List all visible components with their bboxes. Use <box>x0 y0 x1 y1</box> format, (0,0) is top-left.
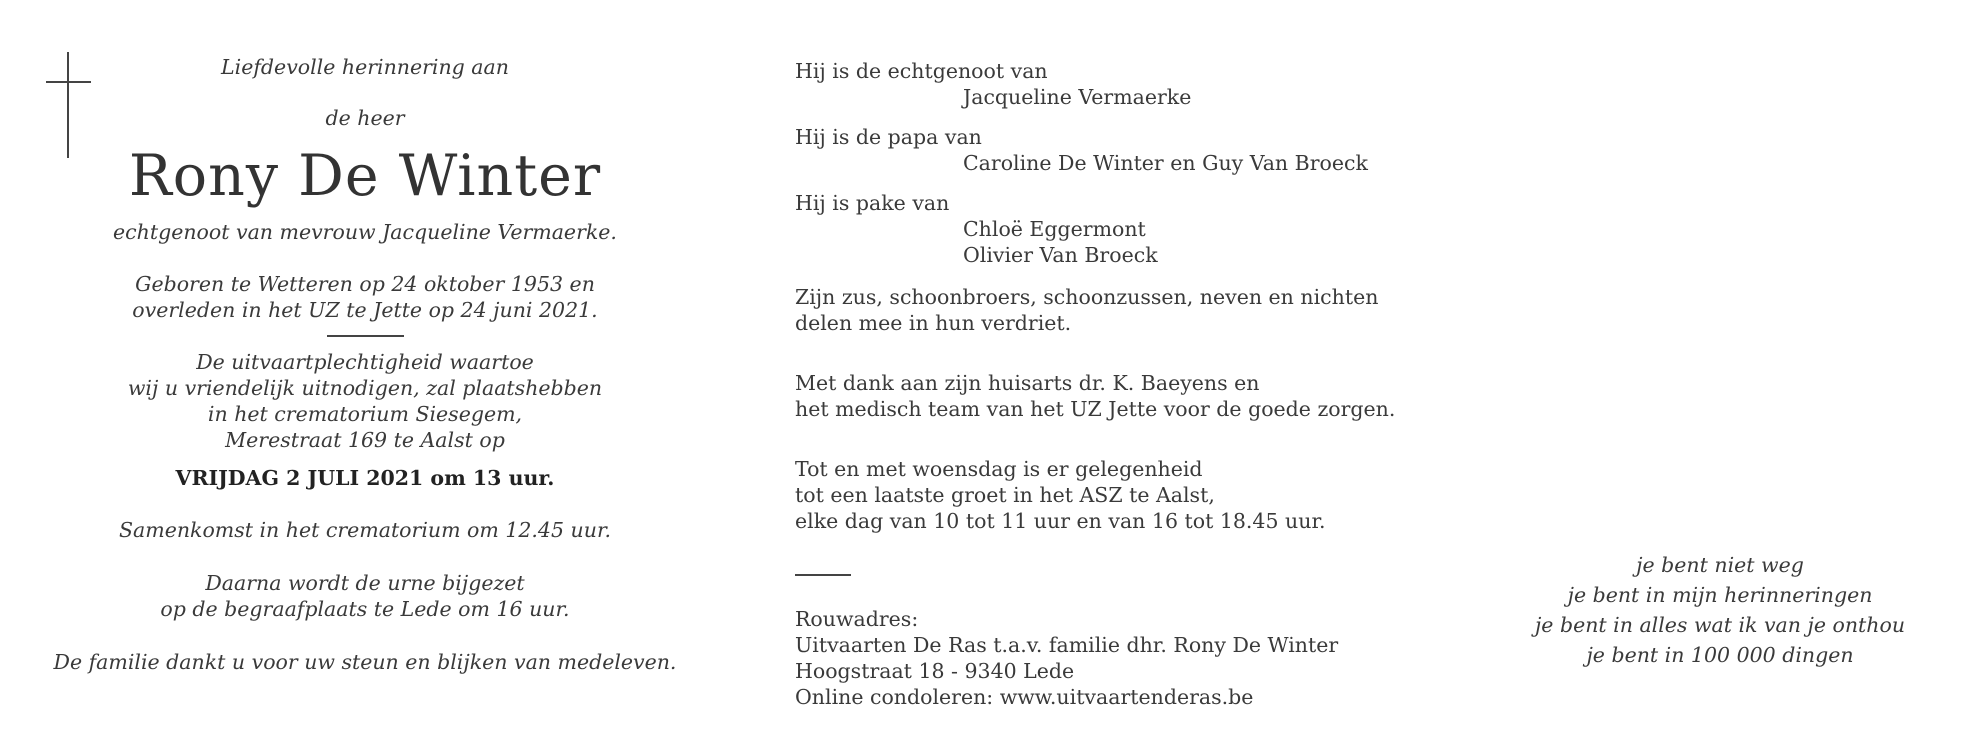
poem-line-4: je bent in 100 000 dingen <box>1586 643 1854 667</box>
urn-line-1: Daarna wordt de urne bijgezet <box>205 571 525 595</box>
honorific: de heer <box>325 106 405 130</box>
address-line-1: Uitvaarten De Ras t.a.v. familie dhr. Rony De Winter <box>795 633 1339 657</box>
poem-line-3: je bent in alles wat ik van je onthou <box>1534 613 1906 637</box>
poem-line-2: je bent in mijn herinneringen <box>1567 583 1873 607</box>
children-names: Caroline De Winter en Guy Van Broeck <box>963 151 1368 175</box>
spouse-line: echtgenoot van mevrouw Jacqueline Vermaerke. <box>113 220 617 244</box>
family-column <box>795 58 1515 710</box>
gathering-line: Samenkomst in het crematorium om 12.45 uur. <box>118 518 612 542</box>
poem <box>1510 550 1930 670</box>
separator-line <box>327 335 404 337</box>
grandchild-1: Chloë Eggermont <box>963 217 1146 241</box>
funeral-line-1: De uitvaartplechtigheid waartoe <box>196 350 534 374</box>
condolence-line: Online condoleren: www.uitvaartenderas.be <box>795 685 1254 709</box>
doctor-thanks-line-1: Met dank aan zijn huisarts dr. K. Baeyens en <box>795 371 1260 395</box>
visit-line-3: elke dag van 10 tot 11 uur en van 16 tot 18.45 uur. <box>795 509 1326 533</box>
funeral-line-2: wij u vriendelijk uitnodigen, zal plaatshebben <box>127 376 603 400</box>
address-label: Rouwadres: <box>795 607 919 631</box>
address-line-2: Hoogstraat 18 - 9340 Lede <box>795 659 1075 683</box>
family-line-1: Zijn zus, schoonbroers, schoonzussen, neven en nichten <box>795 285 1379 309</box>
urn-line-2: op de begraafplaats te Lede om 16 uur. <box>160 597 570 621</box>
visit-line-2: tot een laatste groet in het ASZ te Aalst, <box>795 483 1215 507</box>
funeral-line-4: Merestraat 169 te Aalst op <box>225 428 505 452</box>
funeral-date: VRIJDAG 2 JULI 2021 om 13 uur. <box>175 466 555 490</box>
poem-line-1: je bent niet weg <box>1636 553 1804 577</box>
funeral-line-3: in het crematorium Siesegem, <box>207 402 523 426</box>
grandfather-label: Hij is pake van <box>795 191 950 215</box>
born-line-1: Geboren te Wetteren op 24 oktober 1953 en <box>135 272 595 296</box>
born-line-2: overleden in het UZ te Jette op 24 juni 2021. <box>132 298 598 322</box>
announcement-column <box>40 54 690 675</box>
deceased-name: Rony De Winter <box>128 143 602 209</box>
father-label: Hij is de papa van <box>795 125 982 149</box>
intro-text: Liefdevolle herinnering aan <box>221 55 509 79</box>
grandchild-2: Olivier Van Broeck <box>963 243 1158 267</box>
doctor-thanks-line-2: het medisch team van het UZ Jette voor de goede zorgen. <box>795 397 1396 421</box>
family-line-2: delen mee in hun verdriet. <box>795 311 1072 335</box>
spouse-name: Jacqueline Vermaerke <box>963 85 1192 109</box>
visit-line-1: Tot en met woensdag is er gelegenheid <box>795 457 1203 481</box>
thanks-line: De familie dankt u voor uw steun en blijken van medeleven. <box>53 650 677 674</box>
spouse-label: Hij is de echtgenoot van <box>795 59 1048 83</box>
